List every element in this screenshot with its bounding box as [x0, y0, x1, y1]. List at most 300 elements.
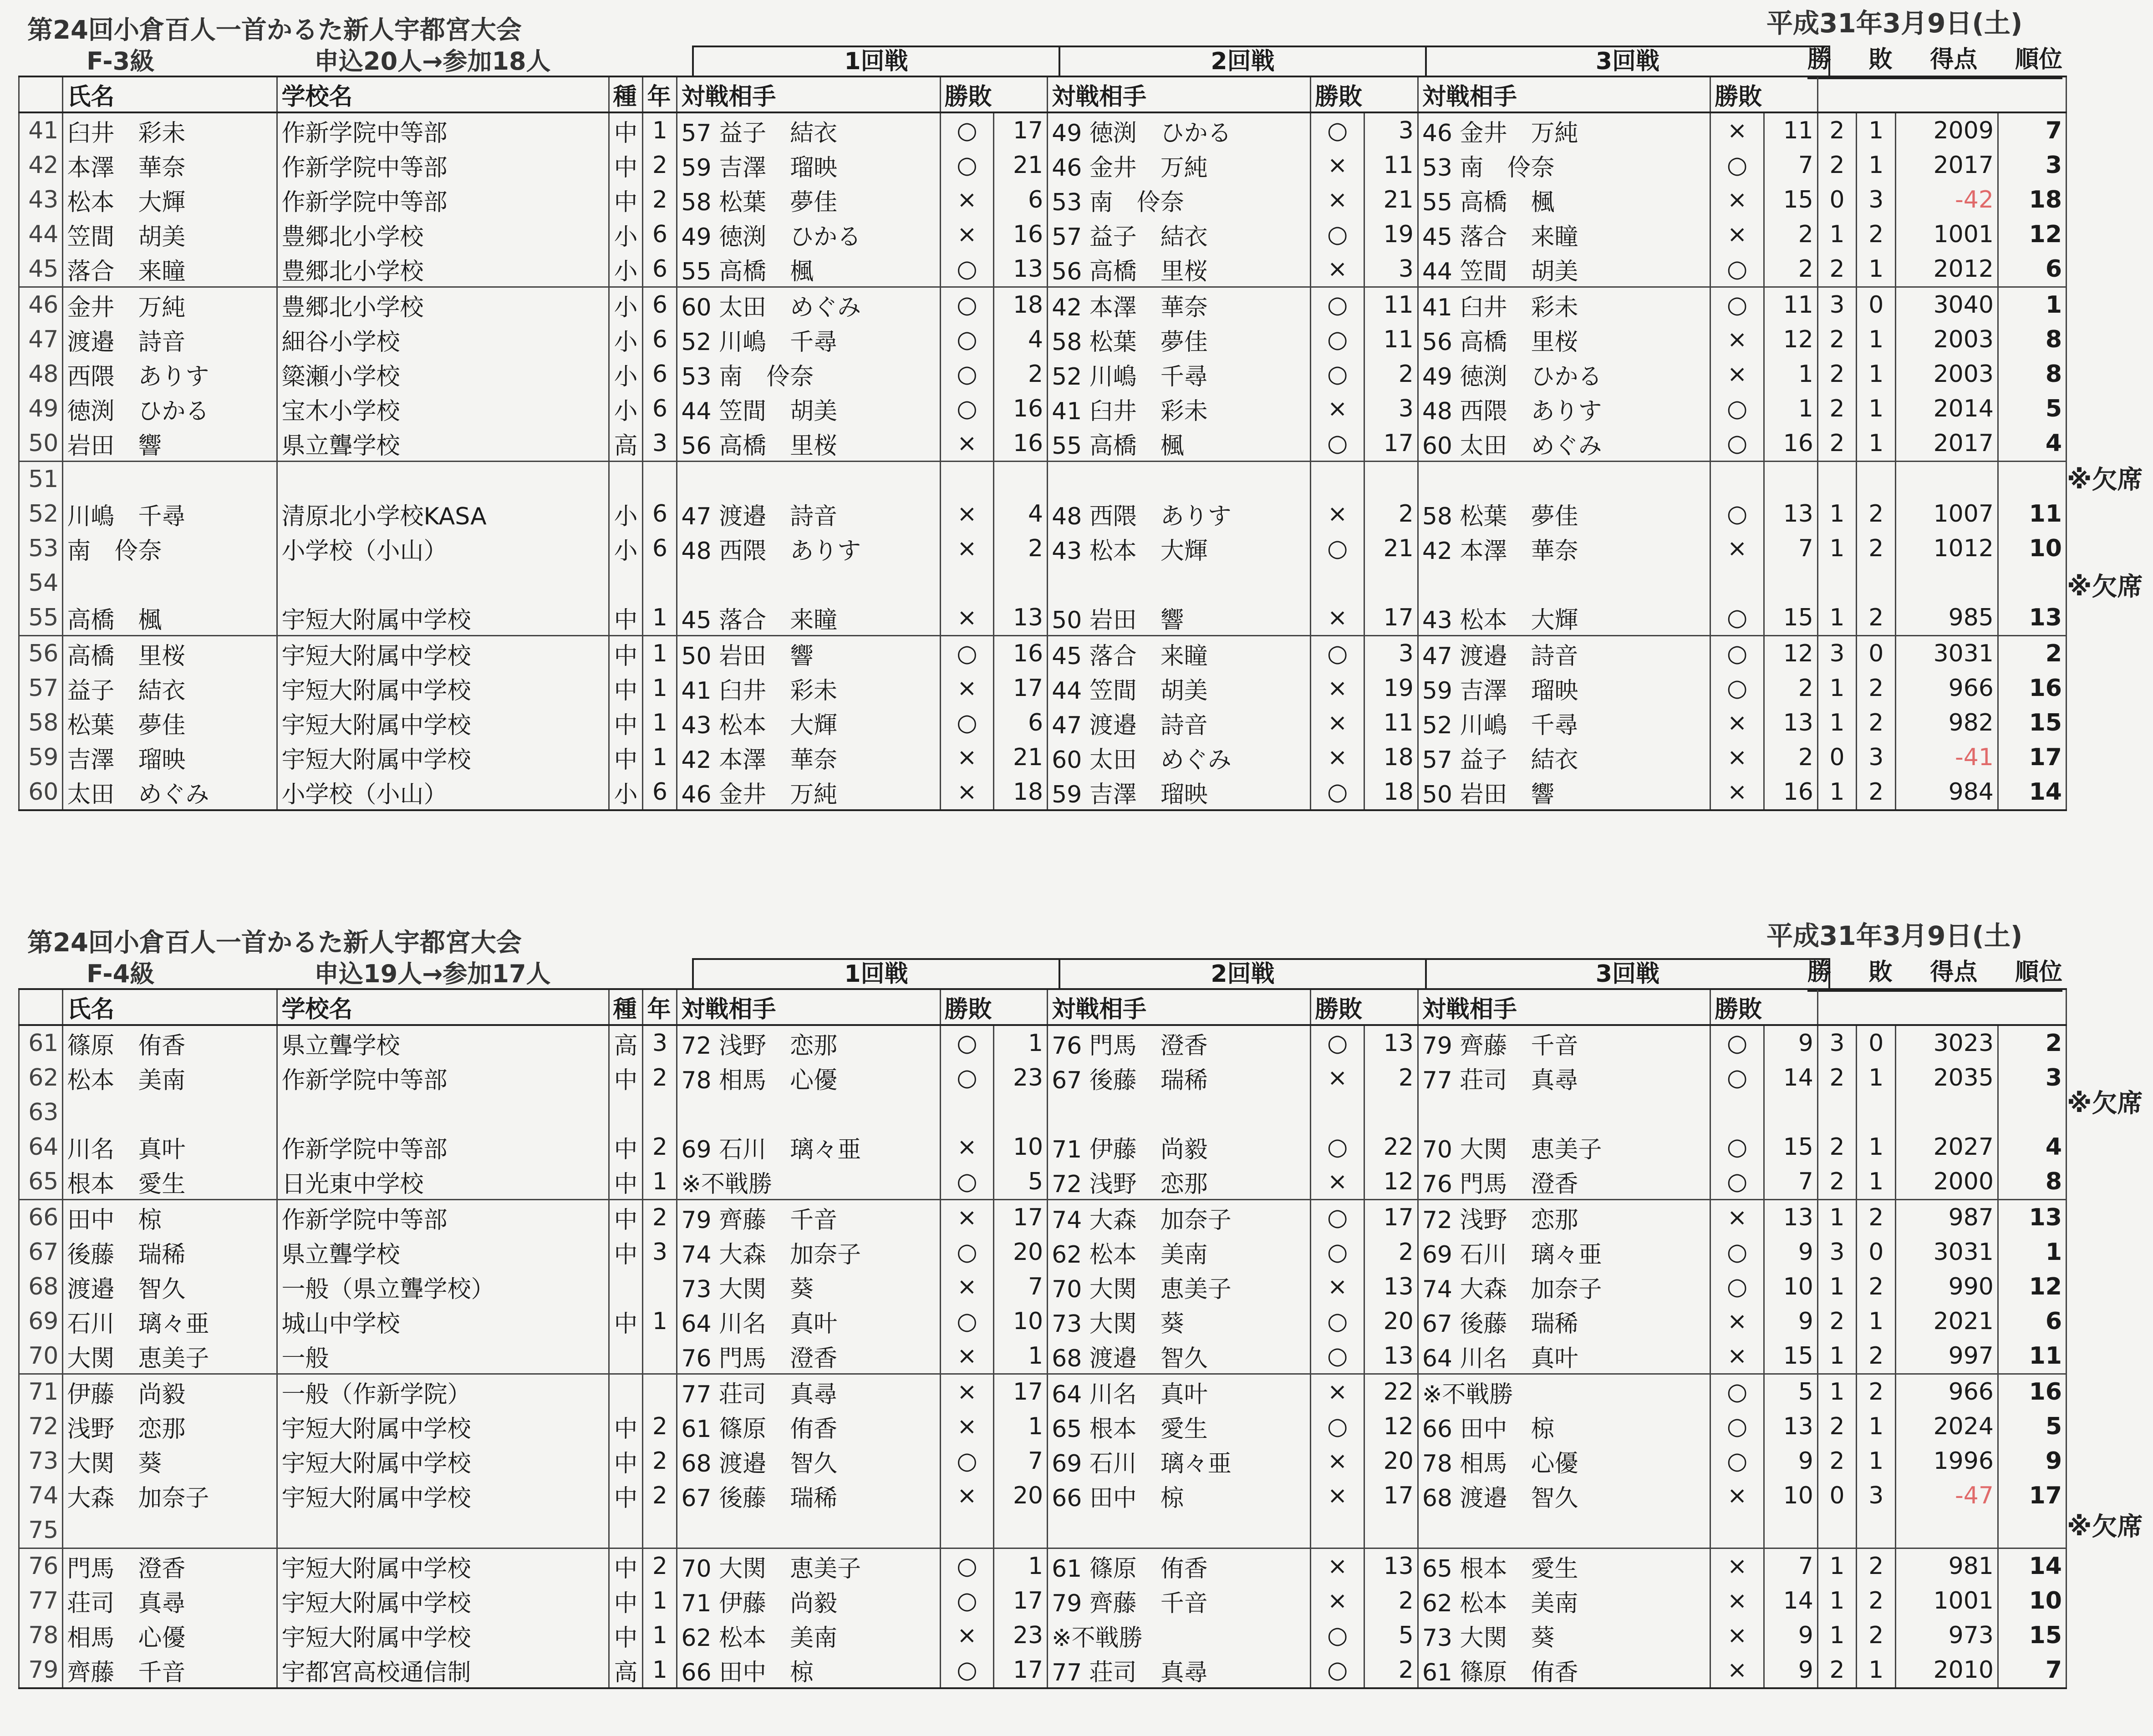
loss-count: 0 — [1857, 1235, 1896, 1269]
r1-opponent — [677, 462, 940, 497]
r2-score: 12 — [1364, 1164, 1418, 1200]
r3-mark: × — [1710, 1478, 1764, 1513]
school-kind: 中 — [609, 1164, 643, 1200]
school-year — [643, 566, 677, 600]
r3-opponent: 65 根本 愛生 — [1418, 1548, 1710, 1584]
final-rank: 2 — [1998, 636, 2066, 671]
win-count — [1817, 1095, 1857, 1130]
r1-mark: ○ — [940, 112, 994, 148]
sheet-header — [0, 913, 2153, 990]
final-rank: 16 — [1998, 1374, 2066, 1410]
total-points: 997 — [1896, 1339, 1998, 1374]
r2-mark: × — [1311, 183, 1364, 217]
final-rank: 10 — [1998, 531, 2066, 566]
win-count: 3 — [1817, 1235, 1857, 1269]
school-kind: 中 — [609, 1444, 643, 1478]
r2-mark: ○ — [1311, 636, 1364, 671]
score-header — [1807, 36, 2062, 79]
school-kind: 小 — [609, 497, 643, 531]
r1-score: 6 — [994, 706, 1048, 740]
r3-score: 13 — [1764, 497, 1818, 531]
final-rank: 8 — [1998, 357, 2066, 391]
r3-mark: × — [1710, 1548, 1764, 1584]
school-year: 2 — [643, 183, 677, 217]
r2-opponent: 61 篠原 侑香 — [1048, 1548, 1311, 1584]
final-rank: 5 — [1998, 391, 2066, 426]
r1-mark: ○ — [940, 1584, 994, 1618]
win-count — [1817, 1513, 1857, 1548]
r1-result-header: 勝敗 — [940, 989, 1048, 1025]
r2-opponent: 50 岩田 響 — [1048, 600, 1311, 636]
r2-mark: × — [1311, 671, 1364, 706]
school-name: 一般 — [277, 1339, 609, 1374]
r2-mark: ○ — [1311, 775, 1364, 810]
win-count: 2 — [1817, 1304, 1857, 1339]
player-name: 渡邉 智久 — [63, 1269, 277, 1304]
table-row — [19, 1444, 2066, 1478]
r2-mark: × — [1311, 391, 1364, 426]
loss-count: 1 — [1857, 391, 1896, 426]
school-year — [643, 1269, 677, 1304]
r1-opponent: 61 篠原 侑香 — [677, 1409, 940, 1444]
win-count: 0 — [1817, 183, 1857, 217]
final-rank: 9 — [1998, 1444, 2066, 1478]
r2-score: 3 — [1364, 636, 1418, 671]
school-year: 1 — [643, 1304, 677, 1339]
win-count: 2 — [1817, 148, 1857, 183]
school-name: 一般（県立聾学校） — [277, 1269, 609, 1304]
total-points: 2000 — [1896, 1164, 1998, 1200]
r1-mark: ○ — [940, 1304, 994, 1339]
r3-opponent: 52 川嶋 千尋 — [1418, 706, 1710, 740]
final-rank: 12 — [1998, 217, 2066, 252]
r2-mark: × — [1311, 1548, 1364, 1584]
school-year: 3 — [643, 426, 677, 462]
r3-mark: ○ — [1710, 1164, 1764, 1200]
r3-score — [1764, 566, 1818, 600]
r3-opponent — [1418, 566, 1710, 600]
r2-opponent — [1048, 1513, 1311, 1548]
school-year: 2 — [643, 1548, 677, 1584]
school-year: 1 — [643, 1653, 677, 1688]
r3-opponent: 59 吉澤 瑠映 — [1418, 671, 1710, 706]
school-year: 6 — [643, 391, 677, 426]
r1-score: 1 — [994, 1339, 1048, 1374]
entry-number: 59 — [19, 740, 63, 775]
r1-score — [994, 1513, 1048, 1548]
r1-score: 17 — [994, 112, 1048, 148]
r3-score: 7 — [1764, 148, 1818, 183]
win-count: 1 — [1817, 531, 1857, 566]
loss-count: 2 — [1857, 706, 1896, 740]
entry-number: 71 — [19, 1374, 63, 1410]
table-row — [19, 1478, 2066, 1513]
total-points: 990 — [1896, 1269, 1998, 1304]
table-row — [19, 148, 2066, 183]
r1-opponent: 78 相馬 心優 — [677, 1061, 940, 1095]
entry-number: 73 — [19, 1444, 63, 1478]
total-points: 981 — [1896, 1548, 1998, 1584]
r1-score: 2 — [994, 357, 1048, 391]
loss-count: 2 — [1857, 217, 1896, 252]
table-row — [19, 1269, 2066, 1304]
r3-opponent: 44 笠間 胡美 — [1418, 252, 1710, 287]
tournament-title: 第24回小倉百人一首かるた新人宇都宮大会 — [27, 15, 522, 45]
table-row — [19, 1164, 2066, 1200]
final-rank: 17 — [1998, 740, 2066, 775]
school-year: 6 — [643, 322, 677, 357]
r3-mark: × — [1710, 1618, 1764, 1653]
round-1-header: 1回戦 — [694, 960, 1060, 988]
total-points — [1896, 1513, 1998, 1548]
entry-number: 62 — [19, 1061, 63, 1095]
school-kind: 中 — [609, 1548, 643, 1584]
r1-opponent: 47 渡邉 詩音 — [677, 497, 940, 531]
r3-mark: ○ — [1710, 636, 1764, 671]
table-row — [19, 287, 2066, 323]
player-name: 浅野 恋那 — [63, 1409, 277, 1444]
r2-mark: ○ — [1311, 1200, 1364, 1235]
no-header — [19, 76, 63, 112]
entry-number: 64 — [19, 1130, 63, 1164]
final-rank: 6 — [1998, 252, 2066, 287]
r3-score: 9 — [1764, 1653, 1818, 1688]
r3-score: 11 — [1764, 112, 1818, 148]
school-name: 作新学院中等部 — [277, 148, 609, 183]
table-row — [19, 1513, 2066, 1548]
r1-opponent: 44 笠間 胡美 — [677, 391, 940, 426]
r3-mark: × — [1710, 183, 1764, 217]
r1-score: 18 — [994, 775, 1048, 810]
loss-count: 3 — [1857, 183, 1896, 217]
final-rank: 11 — [1998, 497, 2066, 531]
school-year: 1 — [643, 740, 677, 775]
r3-opponent: 48 西隈 ありす — [1418, 391, 1710, 426]
r2-score: 13 — [1364, 1025, 1418, 1061]
win-count: 3 — [1817, 1025, 1857, 1061]
entry-number: 49 — [19, 391, 63, 426]
final-rank — [1998, 1513, 2066, 1548]
round-3-header: 3回戦 — [1595, 960, 1660, 988]
r3-opponent-header: 対戦相手 — [1418, 76, 1710, 112]
win-count: 1 — [1817, 775, 1857, 810]
r1-mark: × — [940, 775, 994, 810]
loss-count: 2 — [1857, 1200, 1896, 1235]
school-kind: 小 — [609, 287, 643, 323]
r3-score: 1 — [1764, 357, 1818, 391]
school-year — [643, 1339, 677, 1374]
r1-opponent: 57 益子 結衣 — [677, 112, 940, 148]
loss-count: 1 — [1857, 252, 1896, 287]
school-year: 2 — [643, 1061, 677, 1095]
win-header: 勝 — [1807, 46, 1832, 73]
total-points: 2035 — [1896, 1061, 1998, 1095]
table-row — [19, 217, 2066, 252]
player-name: 益子 結衣 — [63, 671, 277, 706]
r1-opponent: 55 高橋 楓 — [677, 252, 940, 287]
school-year: 1 — [643, 1584, 677, 1618]
r1-opponent: 68 渡邉 智久 — [677, 1444, 940, 1478]
table-row — [19, 1618, 2066, 1653]
r2-mark: × — [1311, 252, 1364, 287]
r3-mark: ○ — [1710, 671, 1764, 706]
r1-opponent: 74 大森 加奈子 — [677, 1235, 940, 1269]
school-kind: 中 — [609, 1130, 643, 1164]
school-name: 作新学院中等部 — [277, 1130, 609, 1164]
r1-mark: ○ — [940, 391, 994, 426]
r3-score: 13 — [1764, 1200, 1818, 1235]
win-count: 1 — [1817, 1374, 1857, 1410]
win-count: 2 — [1817, 252, 1857, 287]
final-rank: 14 — [1998, 775, 2066, 810]
school-kind: 小 — [609, 531, 643, 566]
r2-score — [1364, 566, 1418, 600]
r3-mark: ○ — [1710, 1025, 1764, 1061]
r3-score: 2 — [1764, 671, 1818, 706]
r3-score: 9 — [1764, 1025, 1818, 1061]
school-year: 1 — [643, 112, 677, 148]
total-points — [1896, 462, 1998, 497]
table-row — [19, 183, 2066, 217]
loss-count: 0 — [1857, 1025, 1896, 1061]
entry-number: 67 — [19, 1235, 63, 1269]
school-year: 3 — [643, 1235, 677, 1269]
total-points: 2014 — [1896, 391, 1998, 426]
r3-opponent — [1418, 462, 1710, 497]
loss-count — [1857, 1095, 1896, 1130]
player-name: 大森 加奈子 — [63, 1478, 277, 1513]
entry-number: 53 — [19, 531, 63, 566]
win-count: 2 — [1817, 1653, 1857, 1688]
loss-header: 敗 — [1868, 958, 1893, 986]
r1-score: 20 — [994, 1478, 1048, 1513]
r1-mark: ○ — [940, 148, 994, 183]
r2-score: 21 — [1364, 531, 1418, 566]
r3-score: 12 — [1764, 636, 1818, 671]
school-kind: 高 — [609, 1653, 643, 1688]
r1-opponent: 49 徳渕 ひかる — [677, 217, 940, 252]
r2-opponent: 41 臼井 彩未 — [1048, 391, 1311, 426]
r1-opponent: 50 岩田 響 — [677, 636, 940, 671]
r3-opponent — [1418, 1095, 1710, 1130]
total-points: 966 — [1896, 1374, 1998, 1410]
final-rank: 2 — [1998, 1025, 2066, 1061]
r3-mark: × — [1710, 322, 1764, 357]
total-points: 3031 — [1896, 1235, 1998, 1269]
r3-mark: × — [1710, 775, 1764, 810]
loss-count: 2 — [1857, 1374, 1896, 1410]
r2-score: 3 — [1364, 112, 1418, 148]
player-name: 金井 万純 — [63, 287, 277, 323]
r1-mark: × — [940, 183, 994, 217]
results-table — [18, 76, 2067, 811]
loss-count: 3 — [1857, 1478, 1896, 1513]
r1-mark: ○ — [940, 1164, 994, 1200]
r1-opponent: 46 金井 万純 — [677, 775, 940, 810]
r1-score — [994, 462, 1048, 497]
final-rank: 1 — [1998, 287, 2066, 323]
school-kind: 小 — [609, 217, 643, 252]
r2-score: 11 — [1364, 287, 1418, 323]
absent-note: ※欠席 — [2067, 465, 2143, 495]
total-points: 2027 — [1896, 1130, 1998, 1164]
r2-mark: × — [1311, 706, 1364, 740]
table-row — [19, 391, 2066, 426]
r2-score: 22 — [1364, 1374, 1418, 1410]
entry-number: 54 — [19, 566, 63, 600]
school-kind — [609, 1513, 643, 1548]
player-name — [63, 462, 277, 497]
win-count: 1 — [1817, 1269, 1857, 1304]
player-name: 大関 恵美子 — [63, 1339, 277, 1374]
loss-count: 2 — [1857, 1339, 1896, 1374]
r2-mark: × — [1311, 1478, 1364, 1513]
r3-mark: × — [1710, 1584, 1764, 1618]
r1-mark: × — [940, 1130, 994, 1164]
school-name: 県立聾学校 — [277, 1235, 609, 1269]
r3-score: 2 — [1764, 217, 1818, 252]
r3-score: 7 — [1764, 1548, 1818, 1584]
school-kind: 中 — [609, 600, 643, 636]
r2-score: 17 — [1364, 600, 1418, 636]
table-row — [19, 1200, 2066, 1235]
entry-number: 74 — [19, 1478, 63, 1513]
r3-mark: × — [1710, 531, 1764, 566]
final-rank: 6 — [1998, 1304, 2066, 1339]
r1-score: 17 — [994, 671, 1048, 706]
school-year: 6 — [643, 357, 677, 391]
r2-opponent: 72 浅野 恋那 — [1048, 1164, 1311, 1200]
r2-mark: × — [1311, 1269, 1364, 1304]
r2-opponent — [1048, 1095, 1311, 1130]
win-count: 1 — [1817, 1339, 1857, 1374]
school-name: 宇短大附属中学校 — [277, 600, 609, 636]
win-count: 1 — [1817, 706, 1857, 740]
loss-count: 0 — [1857, 287, 1896, 323]
table-row — [19, 1548, 2066, 1584]
total-points: 3040 — [1896, 287, 1998, 323]
total-points: 2017 — [1896, 148, 1998, 183]
win-count: 0 — [1817, 740, 1857, 775]
r3-opponent: 69 石川 璃々亜 — [1418, 1235, 1710, 1269]
r3-opponent: 60 太田 めぐみ — [1418, 426, 1710, 462]
r2-score: 22 — [1364, 1130, 1418, 1164]
r2-opponent: 53 南 伶奈 — [1048, 183, 1311, 217]
results-table — [18, 988, 2067, 1689]
r1-opponent: 53 南 伶奈 — [677, 357, 940, 391]
r2-score: 2 — [1364, 1653, 1418, 1688]
entry-number: 55 — [19, 600, 63, 636]
r2-score: 17 — [1364, 426, 1418, 462]
loss-count: 2 — [1857, 775, 1896, 810]
school-name: 一般（作新学院） — [277, 1374, 609, 1410]
final-rank: 7 — [1998, 112, 2066, 148]
r1-opponent: 70 大関 恵美子 — [677, 1548, 940, 1584]
r3-opponent: 55 高橋 楓 — [1418, 183, 1710, 217]
r2-score: 13 — [1364, 1548, 1418, 1584]
round-1-header: 1回戦 — [694, 47, 1060, 76]
r2-opponent: 65 根本 愛生 — [1048, 1409, 1311, 1444]
r3-opponent: 64 川名 真叶 — [1418, 1339, 1710, 1374]
r2-mark — [1311, 566, 1364, 600]
win-count: 1 — [1817, 1200, 1857, 1235]
r3-score: 11 — [1764, 287, 1818, 323]
r3-opponent: 66 田中 椋 — [1418, 1409, 1710, 1444]
r2-mark: ○ — [1311, 112, 1364, 148]
school-year: 2 — [643, 148, 677, 183]
school-name: 宇短大附属中学校 — [277, 1618, 609, 1653]
final-rank: 15 — [1998, 1618, 2066, 1653]
r3-score: 7 — [1764, 531, 1818, 566]
absent-note: ※欠席 — [2067, 572, 2143, 602]
r3-score: 10 — [1764, 1478, 1818, 1513]
win-count: 2 — [1817, 1061, 1857, 1095]
rounds-header — [692, 958, 1830, 990]
r1-mark: × — [940, 1374, 994, 1410]
tournament-date: 平成31年3月9日(土) — [1766, 920, 2023, 951]
r1-score — [994, 1095, 1048, 1130]
school-kind: 小 — [609, 252, 643, 287]
total-points: 2024 — [1896, 1409, 1998, 1444]
table-row — [19, 775, 2066, 810]
r2-score: 3 — [1364, 252, 1418, 287]
school-name: 作新学院中等部 — [277, 112, 609, 148]
school-year: 1 — [643, 636, 677, 671]
school-name: 宇都宮高校通信制 — [277, 1653, 609, 1688]
win-count: 2 — [1817, 322, 1857, 357]
win-header: 勝 — [1807, 958, 1832, 986]
r2-opponent: 56 高橋 里桜 — [1048, 252, 1311, 287]
name-header: 氏名 — [63, 989, 277, 1025]
school-kind: 中 — [609, 671, 643, 706]
r1-score: 23 — [994, 1618, 1048, 1653]
school-name: 宇短大附属中学校 — [277, 1548, 609, 1584]
table-row — [19, 497, 2066, 531]
r1-score: 17 — [994, 1653, 1048, 1688]
school-name — [277, 1513, 609, 1548]
r1-mark — [940, 1095, 994, 1130]
r2-opponent: 64 川名 真叶 — [1048, 1374, 1311, 1410]
r2-mark: ○ — [1311, 287, 1364, 323]
r1-score: 1 — [994, 1025, 1048, 1061]
r3-score: 15 — [1764, 600, 1818, 636]
r2-opponent: 68 渡邉 智久 — [1048, 1339, 1311, 1374]
r1-score: 4 — [994, 497, 1048, 531]
win-count: 2 — [1817, 391, 1857, 426]
r2-score: 11 — [1364, 322, 1418, 357]
school-kind: 中 — [609, 148, 643, 183]
total-points: 3023 — [1896, 1025, 1998, 1061]
final-rank: 10 — [1998, 1584, 2066, 1618]
loss-count: 2 — [1857, 1269, 1896, 1304]
r2-mark: ○ — [1311, 1304, 1364, 1339]
points-header: 得点 — [1930, 958, 1978, 986]
r3-opponent: 41 臼井 彩未 — [1418, 287, 1710, 323]
r2-mark: × — [1311, 1374, 1364, 1410]
school-year: 6 — [643, 775, 677, 810]
r1-score: 17 — [994, 1374, 1048, 1410]
entry-number: 50 — [19, 426, 63, 462]
win-count: 2 — [1817, 1164, 1857, 1200]
table-row — [19, 1130, 2066, 1164]
school-name: 作新学院中等部 — [277, 1200, 609, 1235]
r1-score — [994, 566, 1048, 600]
r1-opponent — [677, 566, 940, 600]
total-points: 987 — [1896, 1200, 1998, 1235]
school-kind — [609, 462, 643, 497]
r2-opponent: 57 益子 結衣 — [1048, 217, 1311, 252]
r2-mark: × — [1311, 148, 1364, 183]
